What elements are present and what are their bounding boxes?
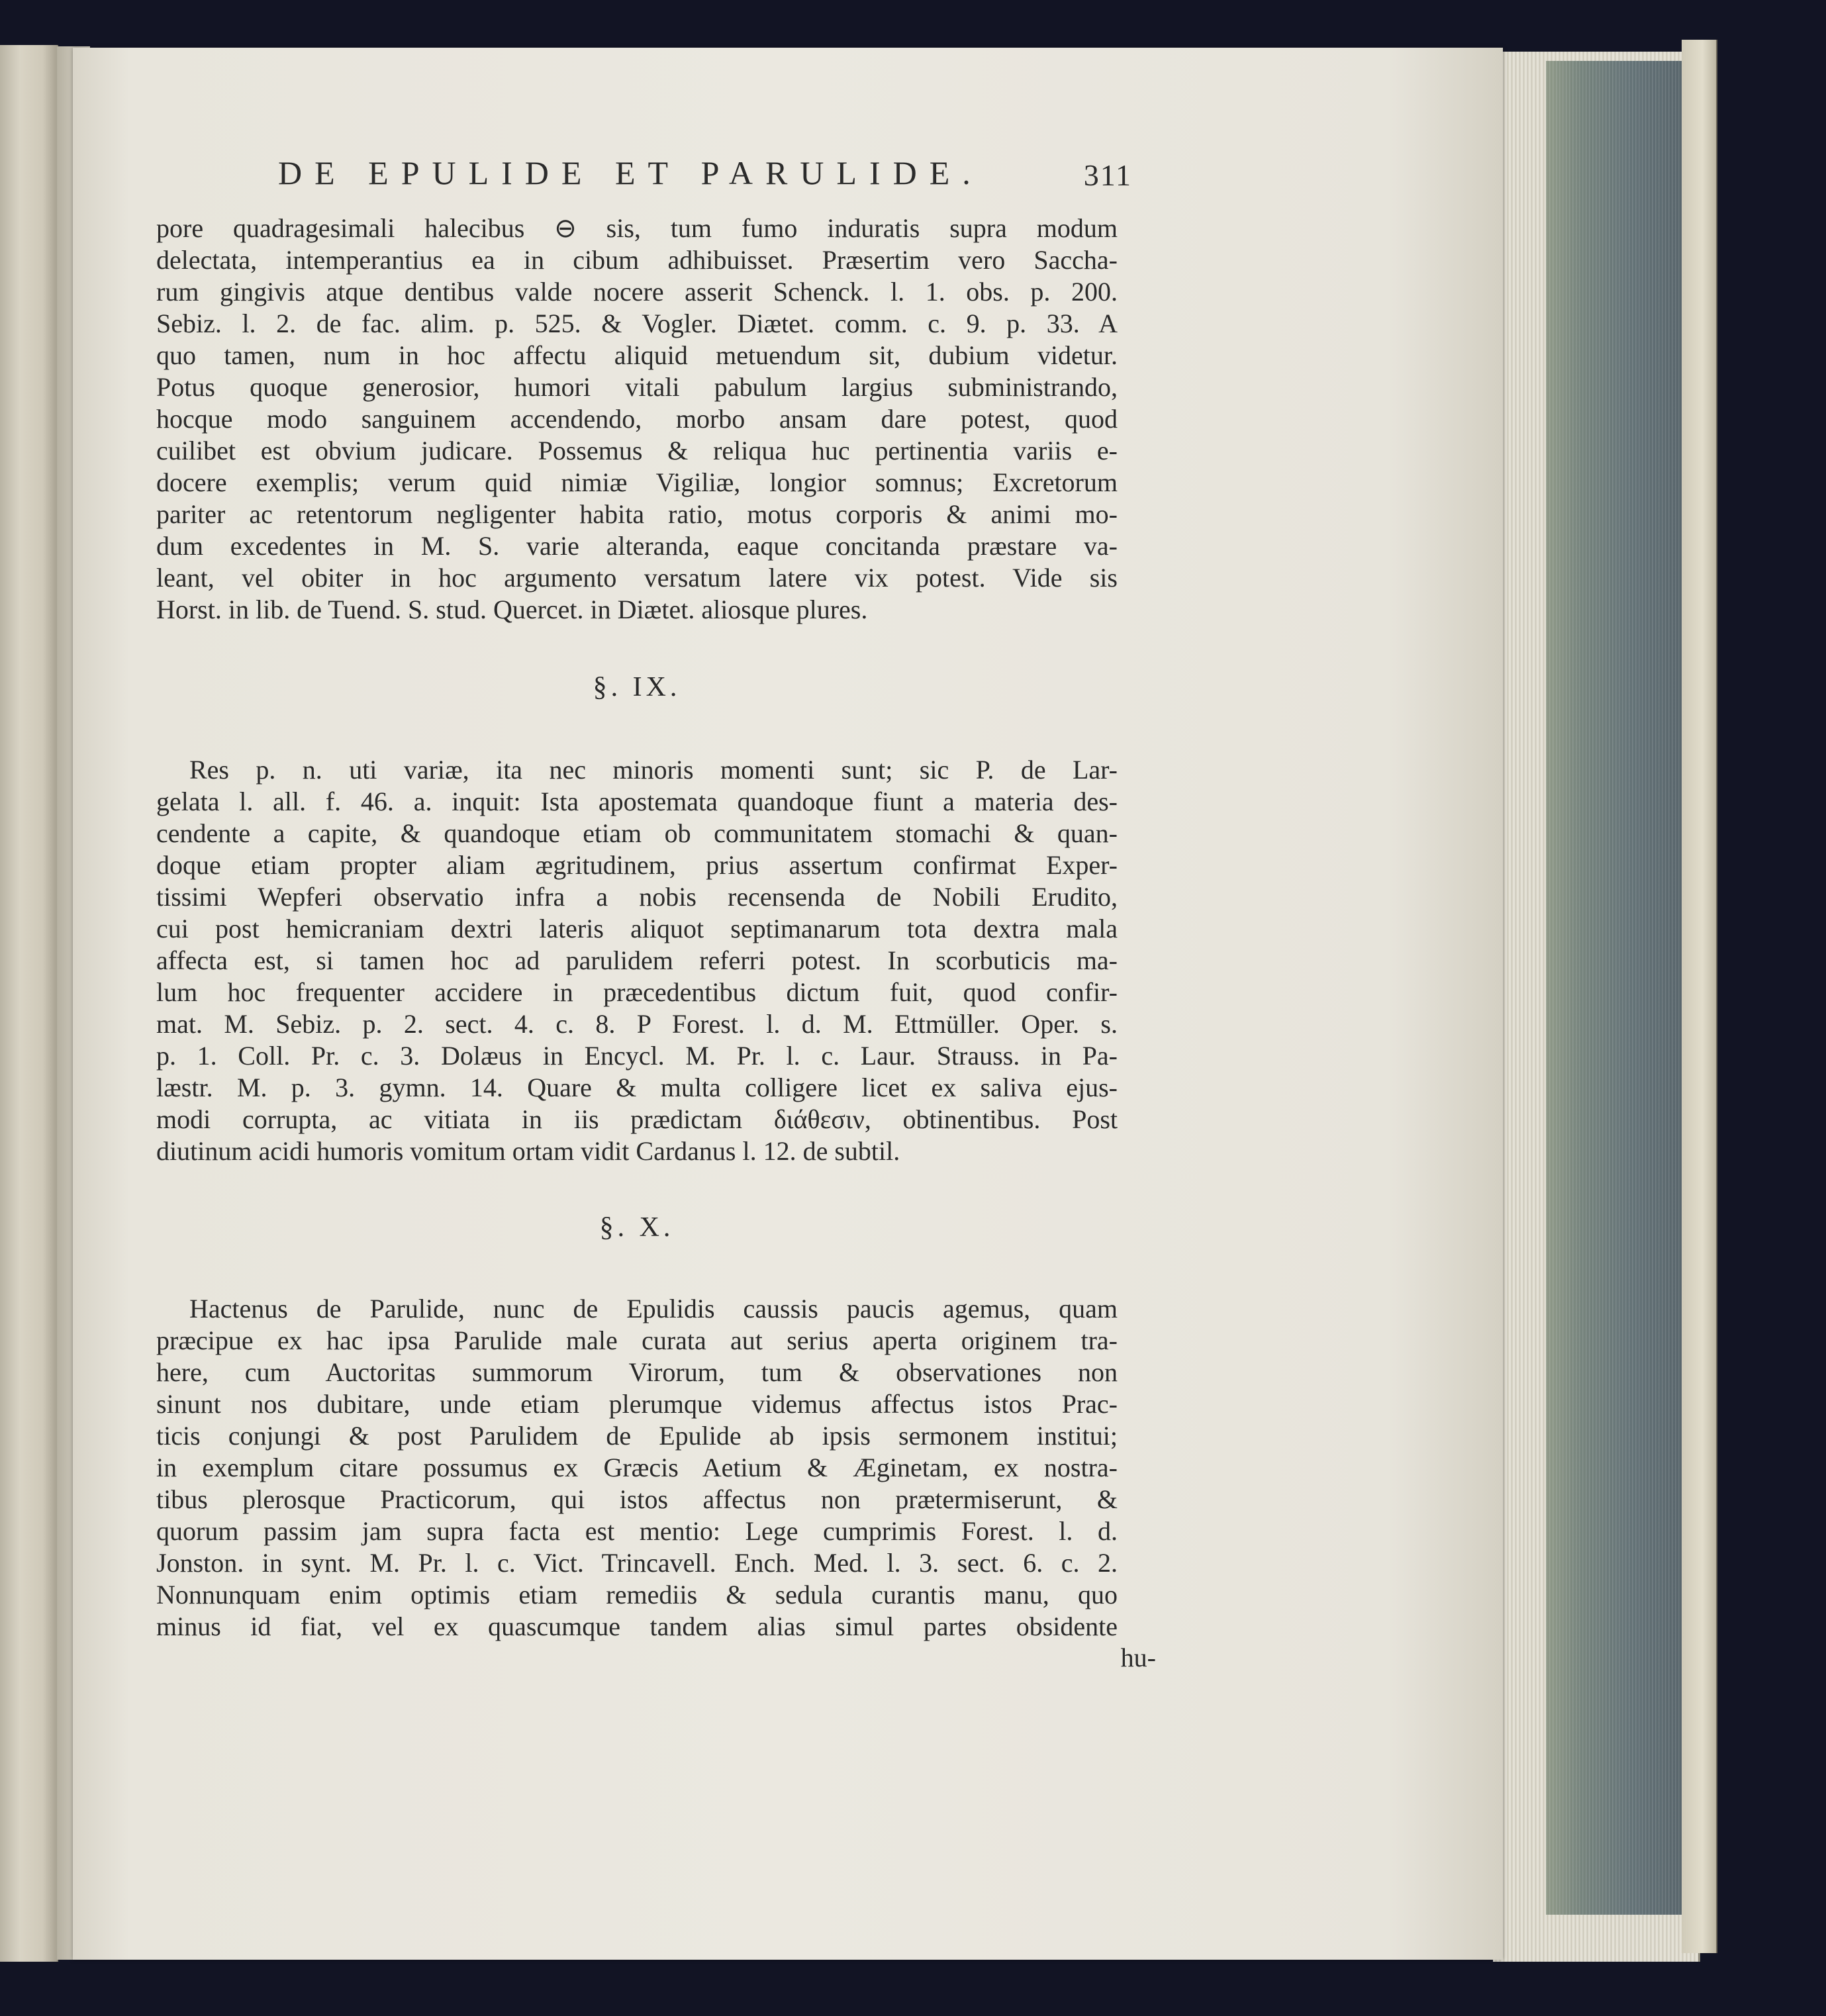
text-line: tibus plerosque Practicorum, qui istos affectus non prætermiserunt, & (156, 1484, 1118, 1514)
text-line: ticis conjungi & post Parulidem de Epulide ab ipsis sermonem institui; (156, 1421, 1118, 1451)
text-line: in exemplum citare possumus ex Græcis Aetium & Æginetam, ex nostra- (156, 1453, 1118, 1482)
running-title: DE EPULIDE ET PARULIDE. (278, 154, 983, 191)
running-header (278, 154, 1132, 193)
text-line: cuilibet est obvium judicare. Possemus & reliqua huc pertinentia variis e- (156, 436, 1118, 465)
text-line: quorum passim jam supra facta est mentio: Lege cumprimis Forest. l. d. (156, 1516, 1118, 1546)
text-line: læstr. M. p. 3. gymn. 14. Quare & multa colligere licet ex saliva ejus- (156, 1073, 1118, 1102)
text-line: Hactenus de Parulide, nunc de Epulidis caussis paucis agemus, quam (189, 1294, 1118, 1323)
section-heading-x: §. X. (599, 1212, 675, 1243)
text-line: hocque modo sanguinem accendendo, morbo ansam dare potest, quod (156, 404, 1118, 434)
text-line: Nonnunquam enim optimis etiam remediis & sedula curantis manu, quo (156, 1580, 1118, 1609)
text-line: quo tamen, num in hoc affectu aliquid metuendum sit, dubium videtur. (156, 340, 1118, 370)
text-line: affecta est, si tamen hoc ad parulidem referri potest. In scorbuticis ma- (156, 945, 1118, 975)
text-line: gelata l. all. f. 46. a. inquit: Ista apostemata quandoque fiunt a materia des- (156, 787, 1118, 816)
text-line: Potus quoque generosior, humori vitali pabulum largius subministrando, (156, 372, 1118, 402)
text-line: dum excedentes in M. S. varie alteranda, eaque concitanda præstare va- (156, 531, 1118, 561)
text-line: cendente a capite, & quandoque etiam ob communitatem stomachi & quan- (156, 818, 1118, 848)
text-line: Horst. in lib. de Tuend. S. stud. Quercet. in Diætet. aliosque plures. (156, 595, 868, 624)
text-line: rum gingivis atque dentibus valde nocere asserit Schenck. l. 1. obs. p. 200. (156, 277, 1118, 307)
text-line: here, cum Auctoritas summorum Virorum, tum & observationes non (156, 1357, 1118, 1387)
text-line: mat. M. Sebiz. p. 2. sect. 4. c. 8. P Forest. l. d. M. Ettmüller. Oper. s. (156, 1009, 1118, 1039)
text-line: leant, vel obiter in hoc argumento versatum latere vix potest. Vide sis (156, 563, 1118, 593)
text-line: tissimi Wepferi observatio infra a nobis recensenda de Nobili Erudito, (156, 882, 1118, 912)
text-line: cui post hemicraniam dextri lateris aliquot septimanarum tota dextra mala (156, 914, 1118, 943)
book-cover-edge (1682, 40, 1717, 1953)
catchword: hu- (1120, 1643, 1156, 1672)
text-line: docere exemplis; verum quid nimiæ Vigiliæ, longior somnus; Excretorum (156, 467, 1118, 497)
text-line: Sebiz. l. 2. de fac. alim. p. 525. & Vogler. Diætet. comm. c. 9. p. 33. A (156, 309, 1118, 338)
text-line: lum hoc frequenter accidere in præcedentibus dictum fuit, quod confir- (156, 977, 1118, 1007)
text-line: modi corrupta, ac vitiata in iis prædictam διάθεσιν, obtinentibus. Post (156, 1104, 1118, 1134)
text-line: diutinum acidi humoris vomitum ortam vidit Cardanus l. 12. de subtil. (156, 1136, 900, 1166)
text-line: Res p. n. uti variæ, ita nec minoris momenti sunt; sic P. de Lar- (189, 755, 1118, 785)
text-line: p. 1. Coll. Pr. c. 3. Dolæus in Encycl. M. Pr. l. c. Laur. Strauss. in Pa- (156, 1041, 1118, 1071)
text-line: sinunt nos dubitare, unde etiam plerumque videmus affectus istos Prac- (156, 1389, 1118, 1419)
page-edge-lines (1546, 61, 1688, 1915)
left-facing-page-edge (0, 45, 58, 1962)
text-line: præcipue ex hac ipsa Parulide male curata aut serius aperta originem tra- (156, 1325, 1118, 1355)
text-line: pariter ac retentorum negligenter habita ratio, motus corporis & animi mo- (156, 499, 1118, 529)
text-line: Jonston. in synt. M. Pr. l. c. Vict. Trincavell. Ench. Med. l. 3. sect. 6. c. 2. (156, 1548, 1118, 1578)
text-line: delectata, intemperantius ea in cibum adhibuisset. Præsertim vero Saccha- (156, 245, 1118, 275)
text-line: pore quadragesimali halecibus ⊖ sis, tum fumo induratis supra modum (156, 213, 1118, 243)
text-line: minus id fiat, vel ex quascumque tandem alias simul partes obsidente (156, 1611, 1118, 1641)
page-number: 311 (1083, 158, 1132, 192)
text-line: doque etiam propter aliam ægritudinem, prius assertum confirmat Exper- (156, 850, 1118, 880)
section-heading-ix: §. IX. (593, 672, 681, 702)
